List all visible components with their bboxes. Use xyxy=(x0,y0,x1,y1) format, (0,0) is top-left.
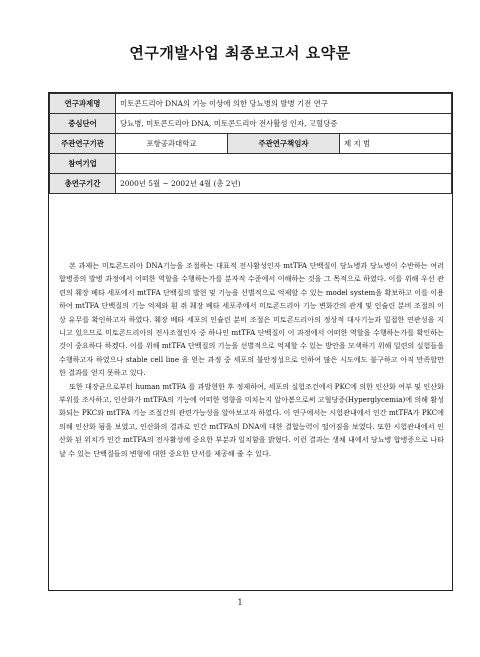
lead-researcher-value: 제 지 범 xyxy=(340,134,452,154)
row-institution xyxy=(50,134,452,154)
institution-value: 포항공과대학교 xyxy=(116,134,228,154)
project-name-value: 미토콘드리아 DNA의 기능 이상에 의한 당뇨병의 발병 기전 연구 xyxy=(116,94,452,114)
lead-researcher-label: 주관연구책임자 xyxy=(228,134,340,154)
row-participating xyxy=(50,154,452,174)
institution-label: 주관연구기관 xyxy=(50,134,116,154)
summary-paragraph: 또한 대장균으로부터 human mtTFA 를 과발현한 후 정제하여, 세포의 실험조건에서 PKC에 의한 인산화 여부 및 인산화 부위를 조사하고, 인산화가 mtTFA의 기능에 어떠한 영향을 미치는지 알아봄으로써 고혈당증(Hyperglycemia)에 의해 활성화되는 PKC와 mtTFA 기능 조절간의 관련가능성을 알아보고자 하였다. 이 연구에서는 시험관내에서 인간 mtTFA가 PKC에 의해 인산화 됨을 보였고, 인산화의 결과로 인간 mtTFA의 DNA에 대한 결합능력이 떨어짐을 보였다. 또한 시험관내에서 인산화 된 위치가 인간 mtTFA의 전사활성에 중요한 부분과 일치함을 밝혔다. 이런 결과는 생체 내에서 당뇨병 합병증으로 나타날 수 있는 단백질들의 변형에 대한 중요한 단서를 제공해 줄 수 있다. xyxy=(59,381,444,458)
page-number: 1 xyxy=(237,598,243,607)
period-value: 2000년 5월 ~ 2002년 4월 (총 2년) xyxy=(116,174,452,194)
row-period xyxy=(50,174,452,194)
participating-value xyxy=(116,154,452,174)
info-table xyxy=(49,93,452,194)
row-keywords xyxy=(50,114,452,134)
summary-form xyxy=(48,92,453,591)
participating-label: 참여기업 xyxy=(50,154,116,174)
summary-paragraph: 본 과제는 미토콘드리아 DNA기능을 조절하는 대표적 전사활성인자 mtTFA 단백질이 당뇨병과 당뇨병이 수반하는 여러 합병증의 발병 과정에서 어떠한 역할을 수행하는가를 분자적 수준에서 이해하는 것을 그 목적으로 하였다. 이를 위해 우선 관련의 췌장 베타 세포에서 mtTFA 단백질의 발현 및 기능을 선별적으로 억제할 수 있는 model system을 확보하고 이를 이용하여 mtTFA 단백질의 기능 억제와 흰 쥐 췌장 베타 세포주에서 미토콘드리아 기능 변화간의 관계 및 인슐린 분비 조절의 이상 유무를 확인하고자 하였다. 췌장 베타 세포의 인슐린 분비 조절은 미토콘드리아의 정상적 대사기능과 밀접한 연관성을 지니고 있으므로 미토콘드리아의 전사조절인자 중 하나인 mtTFA 단백질이 이 과정에서 어떠한 역할을 수행하는가를 확인하는 것이 중요하다 하겠다. 이를 위해 mtTFA 단백질의 기능을 선별적으로 억제할 수 있는 방안을 모색하기 위해 일련의 실험들을 수행하고자 하였으나 stable cell line 을 얻는 과정 중 세포의 불안정성으로 인하여 많은 시도에도 불구하고 아직 만족할만한 결과를 얻지 못하고 있다. xyxy=(59,261,444,378)
period-label: 총연구기간 xyxy=(50,174,116,194)
keywords-label: 중심단어 xyxy=(50,114,116,134)
row-project-name xyxy=(50,94,452,114)
document-title: 연구개발사업 최종보고서 요약문 xyxy=(129,44,351,62)
summary-body xyxy=(59,259,444,460)
project-name-label: 연구과제명 xyxy=(50,94,116,114)
keywords-value: 당뇨병, 미토콘드리아 DNA, 미토콘드리아 전사활성 인자, 고혈당증 xyxy=(116,114,452,134)
